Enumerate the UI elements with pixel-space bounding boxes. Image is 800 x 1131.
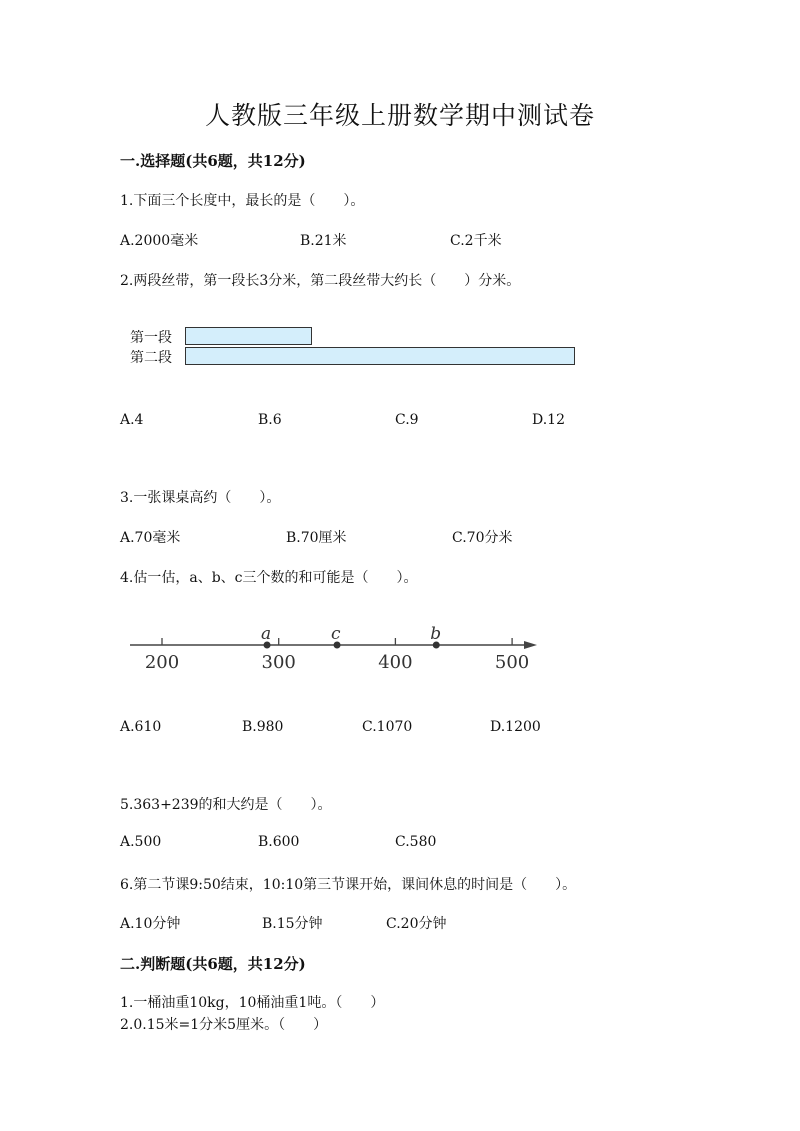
q1-option-b: B.21米 xyxy=(300,233,347,249)
q6-option-c: C.20分钟 xyxy=(386,916,447,932)
ribbon-label-first: 第一段 xyxy=(130,330,172,346)
question-5: 5.363+239的和大约是（ ）。 xyxy=(120,797,332,813)
number-line-tick-label: 500 xyxy=(494,652,530,673)
q2-option-d: D.12 xyxy=(532,412,565,428)
page-title: 人教版三年级上册数学期中测试卷 xyxy=(204,101,595,130)
q2-option-c: C.9 xyxy=(395,412,419,428)
question-3: 3.一张课桌高约（ ）。 xyxy=(120,490,281,506)
q3-option-a: A.70毫米 xyxy=(120,530,181,546)
question-6: 6.第二节课9:50结束，10:10第三节课开始，课间休息的时间是（ ）。 xyxy=(120,877,577,893)
number-line-tick-label: 400 xyxy=(378,652,413,673)
ribbon-bar-first xyxy=(185,327,312,345)
q4-option-b: B.980 xyxy=(242,719,284,735)
q2-option-b: B.6 xyxy=(258,412,282,428)
q5-option-a: A.500 xyxy=(120,834,162,850)
q1-option-c: C.2千米 xyxy=(450,233,502,249)
number-line-tick-label: 300 xyxy=(261,652,296,673)
q4-option-a: A.610 xyxy=(120,719,162,735)
q4-option-d: D.1200 xyxy=(490,719,541,735)
question-1: 1.下面三个长度中，最长的是（ ）。 xyxy=(120,193,365,209)
q6-option-b: B.15分钟 xyxy=(262,916,323,932)
number-line-tick-label: 200 xyxy=(144,652,180,673)
ribbon-bar-second xyxy=(185,347,575,365)
number-line-figure xyxy=(125,618,555,678)
number-line-point-label: b xyxy=(430,624,442,644)
q5-option-b: B.600 xyxy=(258,834,300,850)
number-line-point-label: a xyxy=(261,624,272,644)
q1-option-a: A.2000毫米 xyxy=(120,233,199,249)
q5-option-c: C.580 xyxy=(395,834,437,850)
q3-option-c: C.70分米 xyxy=(452,530,513,546)
q3-option-b: B.70厘米 xyxy=(286,530,347,546)
ribbon-label-second: 第二段 xyxy=(130,350,172,366)
section-header-choice: 一.选择题(共6题，共12分) xyxy=(120,152,306,170)
number-line-point-label: c xyxy=(331,624,341,644)
q6-option-a: A.10分钟 xyxy=(120,916,181,932)
q2-option-a: A.4 xyxy=(120,412,144,428)
judgment-question-1: 1.一桶油重10kg，10桶油重1吨。（ ） xyxy=(120,995,385,1011)
judgment-question-2: 2.0.15米=1分米5厘米。（ ） xyxy=(120,1017,328,1033)
q4-option-c: C.1070 xyxy=(362,719,413,735)
question-2: 2.两段丝带，第一段长3分米，第二段丝带大约长（ ）分米。 xyxy=(120,273,521,289)
section-header-judgment: 二.判断题(共6题，共12分) xyxy=(120,955,306,973)
question-4: 4.估一估，a、b、c三个数的和可能是（ ）。 xyxy=(120,570,418,586)
number-line-arrow xyxy=(524,641,537,649)
